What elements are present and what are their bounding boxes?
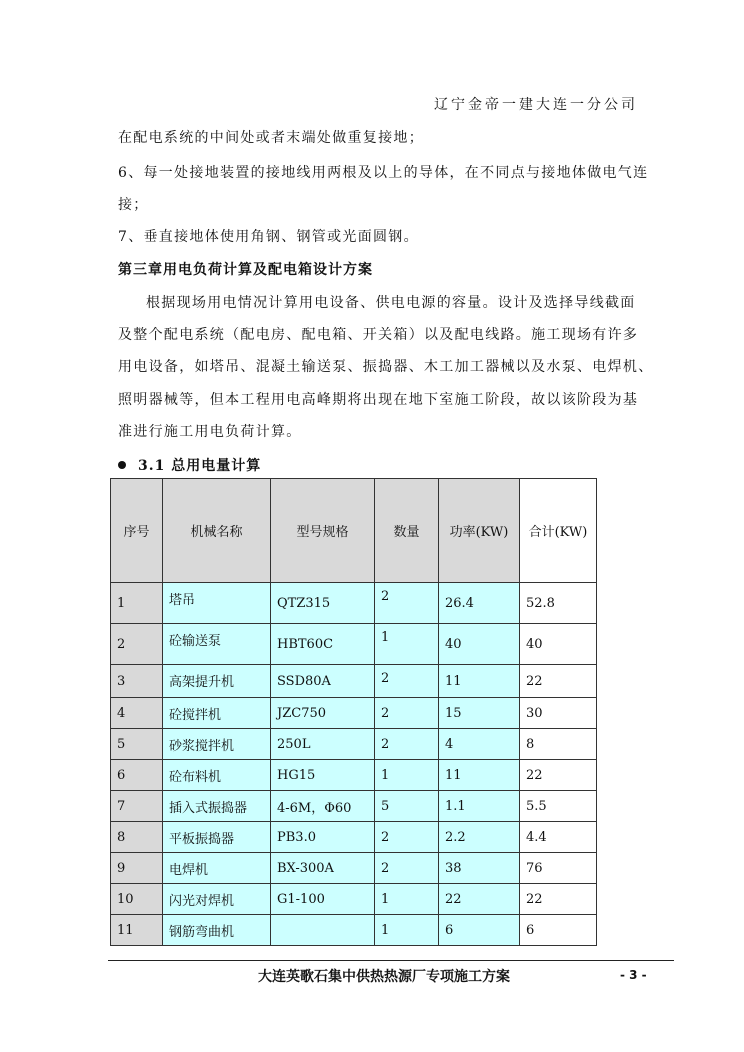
table-cell: HBT60C	[271, 624, 375, 665]
table-cell: 砼布料机	[163, 760, 271, 791]
header-cell: 序号	[111, 479, 163, 583]
table-cell: 钢筋弯曲机	[163, 915, 271, 946]
paragraph-line: 根据现场用电情况计算用电设备、供电电源的容量。设计及选择导线截面	[146, 295, 636, 311]
table-cell: 砼输送泵	[163, 624, 271, 665]
table-cell: 2	[375, 853, 439, 884]
table-cell: 2	[375, 698, 439, 729]
table-cell: 闪光对焊机	[163, 884, 271, 915]
table-cell: 1	[375, 915, 439, 946]
table-row	[111, 822, 597, 853]
table-cell: 7	[111, 791, 163, 822]
chapter-title: 第三章用电负荷计算及配电箱设计方案	[118, 262, 373, 278]
table-cell: 塔吊	[163, 583, 271, 624]
paragraph-line: 照明器械等，但本工程用电高峰期将出现在地下室施工阶段，故以该阶段为基	[118, 392, 639, 408]
table-row	[111, 791, 597, 822]
footer-title: 大连英歌石集中供热热源厂专项施工方案	[258, 969, 510, 985]
table-cell: 电焊机	[163, 853, 271, 884]
table-cell: 5	[375, 791, 439, 822]
table-cell: 2	[111, 624, 163, 665]
section-heading	[118, 455, 261, 475]
table-cell: 1	[375, 884, 439, 915]
table-cell: 1	[375, 760, 439, 791]
page-number: - 3 -	[620, 968, 647, 982]
company-header: 辽宁金帝一建大连一分公司	[434, 97, 638, 113]
body-line: 6、每一处接地装置的接地线用两根及以上的导体，在不同点与接地体做电气连	[118, 165, 649, 181]
table-cell: 高架提升机	[163, 665, 271, 698]
table-row	[111, 853, 597, 884]
table-cell: 8	[111, 822, 163, 853]
table-cell: 76	[520, 853, 597, 884]
table-cell: 38	[439, 853, 520, 884]
table-cell: HG15	[271, 760, 375, 791]
table-cell: 52.8	[520, 583, 597, 624]
table-cell: 2	[375, 665, 439, 698]
table-row	[111, 760, 597, 791]
table-cell: 1.1	[439, 791, 520, 822]
table-cell: 6	[111, 760, 163, 791]
table-cell: 1	[375, 624, 439, 665]
table-cell: 11	[111, 915, 163, 946]
table-cell: PB3.0	[271, 822, 375, 853]
table-cell: 平板振捣器	[163, 822, 271, 853]
table-cell: SSD80A	[271, 665, 375, 698]
paragraph-line: 准进行施工用电负荷计算。	[118, 424, 302, 440]
table-cell: 26.4	[439, 583, 520, 624]
table-cell: JZC750	[271, 698, 375, 729]
table-cell: 4.4	[520, 822, 597, 853]
table-cell: 40	[520, 624, 597, 665]
footer-divider	[108, 960, 674, 961]
table-cell: 2.2	[439, 822, 520, 853]
table-cell: QTZ315	[271, 583, 375, 624]
table-cell: 10	[111, 884, 163, 915]
table-row	[111, 624, 597, 665]
table-cell: 4-6M，Φ60	[271, 791, 375, 822]
table-cell: 5.5	[520, 791, 597, 822]
table-cell: 砼搅拌机	[163, 698, 271, 729]
body-line: 接；	[118, 197, 149, 213]
table-row	[111, 884, 597, 915]
table-cell: BX-300A	[271, 853, 375, 884]
header-cell: 数量	[375, 479, 439, 583]
table-cell: 30	[520, 698, 597, 729]
paragraph-line: 用电设备，如塔吊、混凝土输送泵、振捣器、木工加工器械以及水泵、电焊机、	[118, 359, 654, 375]
bullet-icon	[118, 461, 126, 469]
header-cell: 型号规格	[271, 479, 375, 583]
table-cell: 11	[439, 760, 520, 791]
table-cell: 22	[520, 665, 597, 698]
table-cell: G1-100	[271, 884, 375, 915]
table-cell: 22	[520, 884, 597, 915]
table-cell: 砂浆搅拌机	[163, 729, 271, 760]
equipment-table	[110, 478, 597, 946]
table-row	[111, 915, 597, 946]
table-cell: 3	[111, 665, 163, 698]
table-cell: 6	[439, 915, 520, 946]
table-row	[111, 583, 597, 624]
table-cell: 4	[111, 698, 163, 729]
table-cell: 2	[375, 729, 439, 760]
table-cell: 4	[439, 729, 520, 760]
table-cell: 插入式振捣器	[163, 791, 271, 822]
section-title: 3.1 总用电量计算	[138, 458, 262, 474]
table-cell: 11	[439, 665, 520, 698]
table-cell: 40	[439, 624, 520, 665]
table-cell: 1	[111, 583, 163, 624]
table-cell: 15	[439, 698, 520, 729]
table-header-row	[111, 479, 597, 583]
table-cell	[271, 915, 375, 946]
table-cell: 22	[439, 884, 520, 915]
table-row	[111, 665, 597, 698]
table-cell: 9	[111, 853, 163, 884]
table-row	[111, 698, 597, 729]
header-cell: 合计(KW)	[520, 479, 597, 583]
header-cell: 机械名称	[163, 479, 271, 583]
table-cell: 2	[375, 583, 439, 624]
paragraph-line: 及整个配电系统（配电房、配电箱、开关箱）以及配电线路。施工现场有许多	[118, 327, 639, 343]
header-cell: 功率(KW)	[439, 479, 520, 583]
table-cell: 5	[111, 729, 163, 760]
table-cell: 8	[520, 729, 597, 760]
table-cell: 6	[520, 915, 597, 946]
table-cell: 2	[375, 822, 439, 853]
body-line: 7、垂直接地体使用角钢、钢管或光面圆钢。	[118, 229, 419, 245]
table-cell: 250L	[271, 729, 375, 760]
body-line: 在配电系统的中间处或者末端处做重复接地；	[118, 130, 424, 146]
table-row	[111, 729, 597, 760]
table-cell: 22	[520, 760, 597, 791]
